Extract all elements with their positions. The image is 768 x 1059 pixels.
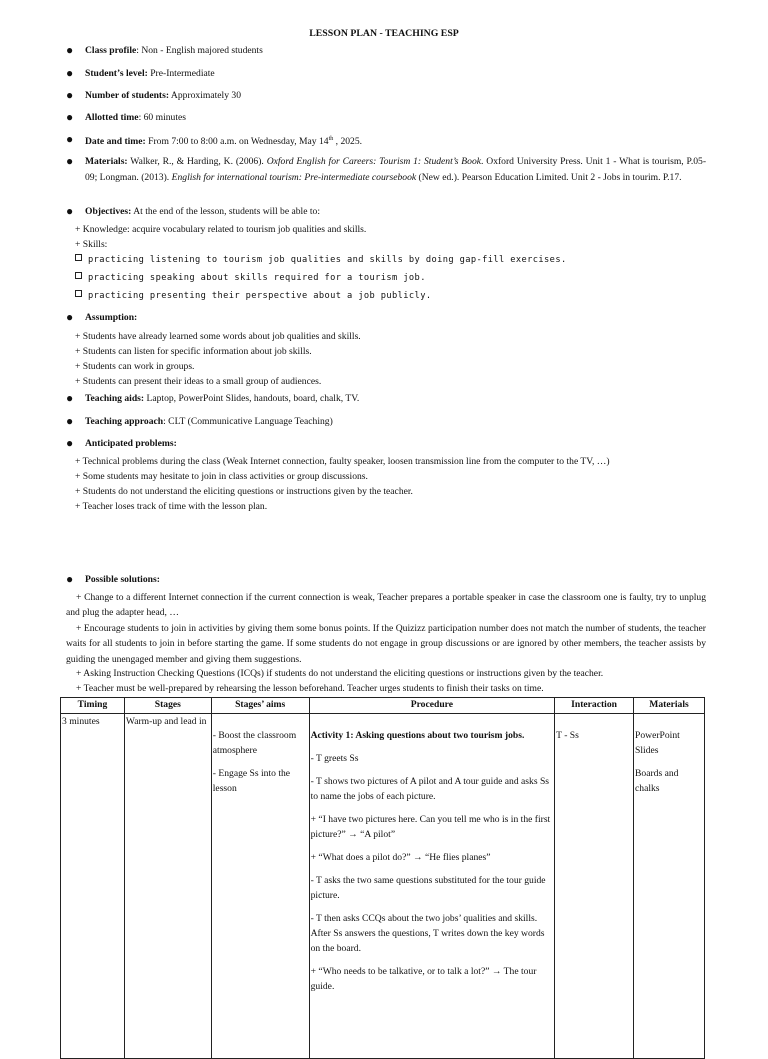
possible-solutions-item — [66, 572, 706, 587]
checkbox-square-icon — [75, 272, 82, 279]
column-header-timing: Timing — [61, 698, 125, 714]
procedure-step: - T greets Ss — [310, 753, 359, 764]
bullet-icon: ● — [66, 391, 74, 405]
materials-cell — [634, 714, 705, 1059]
objectives-label: Objectives: — [85, 206, 132, 217]
problem-line: + Teacher loses track of time with the lesson plan. — [75, 501, 268, 512]
procedure-step: - T then asks CCQs about the two jobs’ qualities and skills. After Ss answers the questions, T writes down the key words on the board. — [310, 913, 545, 954]
assumption-label: Assumption: — [85, 312, 138, 323]
bullet-icon: ● — [66, 436, 74, 450]
bullet-icon: ● — [66, 110, 74, 124]
bullet-icon: ● — [66, 154, 74, 168]
date-time-value: From 7:00 to 8:00 a.m. on Wednesday, May 14 — [145, 136, 329, 148]
material-text: Boards and chalks — [635, 768, 679, 794]
objectives-value: At the end of the lesson, students will be able to: — [131, 206, 321, 217]
skill-item — [75, 289, 431, 304]
student-level-value: Pre-Intermediate — [147, 68, 215, 79]
date-ordinal-suffix: th — [328, 136, 334, 142]
number-of-students-value: Approximately 30 — [169, 90, 241, 101]
interaction-cell — [555, 714, 634, 1059]
timing-text: 3 minutes — [62, 716, 100, 727]
material-text: PowerPoint Slides — [635, 730, 680, 756]
column-header-materials: Materials — [634, 698, 705, 714]
document-title: LESSON PLAN - TEACHING ESP — [309, 28, 459, 39]
student-level-item — [66, 66, 706, 81]
solution-paragraph: + Change to a different Internet connection if the current connection is weak, Teacher prepares a portable speaker in case the classroom one is faulty, try to unplug and plug the adapter head, … — [66, 592, 706, 619]
teaching-aids-label: Teaching aids: — [85, 393, 145, 404]
assumption-line: + Students can work in groups. — [75, 361, 195, 372]
bullet-icon: ● — [66, 204, 74, 218]
solution-paragraph: + Asking Instruction Checking Questions (ICQs) if students do not understand the eliciting questions or instructions given by the teacher. — [76, 668, 604, 679]
allotted-time-value: : 60 minutes — [138, 112, 186, 123]
aim-text: - Boost the classroom atmosphere — [212, 730, 297, 756]
aim-text: - Engage Ss into the lesson — [212, 768, 291, 794]
skill-text: practicing presenting their perspective about a job publicly. — [88, 291, 432, 301]
teaching-aids-item — [66, 391, 706, 406]
interaction-text: T - Ss — [556, 730, 579, 741]
assumption-line: + Students can present their ideas to a small group of audiences. — [75, 376, 322, 387]
bullet-icon: ● — [66, 43, 74, 57]
procedure-step: - T shows two pictures of A pilot and A tour guide and asks Ss to name the jobs of each picture. — [310, 776, 550, 802]
skill-item — [75, 253, 567, 268]
materials-book-1: Oxford English for Careers: Tourism 1: Student’s Book — [266, 156, 482, 167]
bullet-icon: ● — [66, 66, 74, 80]
number-of-students-item — [66, 88, 706, 103]
bullet-icon: ● — [66, 572, 74, 586]
objectives-item — [66, 204, 706, 219]
procedure-step: + “I have two pictures here. Can you tell me who is in the first picture?” → “A pilot” — [310, 814, 551, 840]
skill-text: practicing speaking about skills required for a tourism job. — [88, 273, 426, 283]
bullet-icon: ● — [66, 88, 74, 102]
solution-paragraph: + Encourage students to join in activities by giving them some bonus points. If the Quizizz participation number does not match the number of students, the teacher waits for all students to join in before starting the game. If some students do not engage in group discussions or are ignored by other members, the teacher assists by guiding the unengaged member and giving them suggestions. — [66, 623, 706, 665]
skill-text: practicing listening to tourism job qualities and skills by doing gap-fill exercises. — [88, 255, 567, 265]
bullet-icon: ● — [66, 310, 74, 324]
column-header-interaction: Interaction — [555, 698, 634, 714]
column-header-procedure: Procedure — [309, 698, 554, 714]
anticipated-problems-item — [66, 436, 706, 451]
aims-cell — [211, 714, 309, 1059]
teaching-approach-value: : CLT (Communicative Language Teaching) — [163, 416, 333, 427]
problem-line: + Students do not understand the eliciting questions or instructions given by the teacher. — [75, 486, 413, 497]
number-of-students-label: Number of students: — [85, 90, 170, 101]
column-header-stages: Stages — [124, 698, 211, 714]
procedure-step: + “What does a pilot do?” → “He flies planes” — [310, 852, 491, 863]
possible-solutions-label: Possible solutions: — [85, 574, 160, 585]
teaching-approach-label: Teaching approach — [85, 416, 164, 427]
anticipated-problems-label: Anticipated problems: — [85, 438, 177, 449]
procedure-cell — [309, 714, 554, 1059]
allotted-time-item — [66, 110, 706, 125]
problem-line: + Some students may hesitate to join in class activities or group discussions. — [75, 471, 368, 482]
checkbox-square-icon — [75, 290, 82, 297]
date-time-item — [66, 132, 706, 149]
column-header-stages-aims: Stages’ aims — [211, 698, 309, 714]
allotted-time-label: Allotted time — [85, 112, 139, 123]
class-profile-value: : Non - English majored students — [136, 45, 263, 56]
materials-text-2: . Oxford University Press. Unit 1 - What is tourism, P.05-09; Longman. (2013). — [85, 156, 707, 183]
table-header-row — [61, 698, 705, 714]
assumption-line: + Students have already learned some words about job qualities and skills. — [75, 331, 361, 342]
materials-text-3: (New ed.). Pearson Education Limited. Unit 2 - Jobs in tourim. P.17. — [416, 172, 682, 183]
procedure-step: + “Who needs to be talkative, or to talk a lot?” → The tour guide. — [310, 966, 537, 992]
lesson-procedure-table — [60, 697, 705, 1059]
class-profile-label: Class profile — [85, 45, 137, 56]
skill-item — [75, 271, 426, 286]
date-time-label: Date and time: — [85, 136, 146, 148]
problem-line: + Technical problems during the class (Weak Internet connection, faulty speaker, loosen transmission line from the computer to the TV, …) — [75, 456, 610, 467]
materials-item — [66, 154, 706, 186]
stage-cell — [124, 714, 211, 1059]
objectives-skills-label: + Skills: — [75, 239, 108, 250]
solution-paragraph: + Teacher must be well-prepared by rehearsing the lesson beforehand. Teacher urges students to finish their tasks on time. — [76, 683, 544, 694]
activity-title: Activity 1: Asking questions about two tourism jobs. — [310, 730, 525, 741]
stage-text: Warm-up and lead in — [125, 716, 207, 727]
date-time-year: , 2025. — [333, 136, 363, 148]
materials-book-2: English for international tourism: Pre-intermediate coursebook — [171, 172, 417, 183]
bullet-icon: ● — [66, 414, 74, 428]
teaching-aids-value: Laptop, PowerPoint Slides, handouts, board, chalk, TV. — [144, 393, 360, 404]
table-row — [61, 714, 705, 1059]
class-profile-item — [66, 43, 706, 58]
checkbox-square-icon — [75, 254, 82, 261]
timing-cell — [61, 714, 125, 1059]
assumption-line: + Students can listen for specific information about job skills. — [75, 346, 312, 357]
bullet-icon: ● — [66, 132, 74, 146]
materials-label: Materials: — [85, 156, 128, 167]
objectives-knowledge: + Knowledge: acquire vocabulary related to tourism job qualities and skills. — [75, 224, 367, 235]
materials-text-1: Walker, R., & Harding, K. (2006). — [127, 156, 267, 167]
teaching-approach-item — [66, 414, 706, 429]
student-level-label: Student’s level: — [85, 68, 148, 79]
assumption-item — [66, 310, 706, 325]
procedure-step: - T asks the two same questions substituted for the tour guide picture. — [310, 875, 546, 901]
